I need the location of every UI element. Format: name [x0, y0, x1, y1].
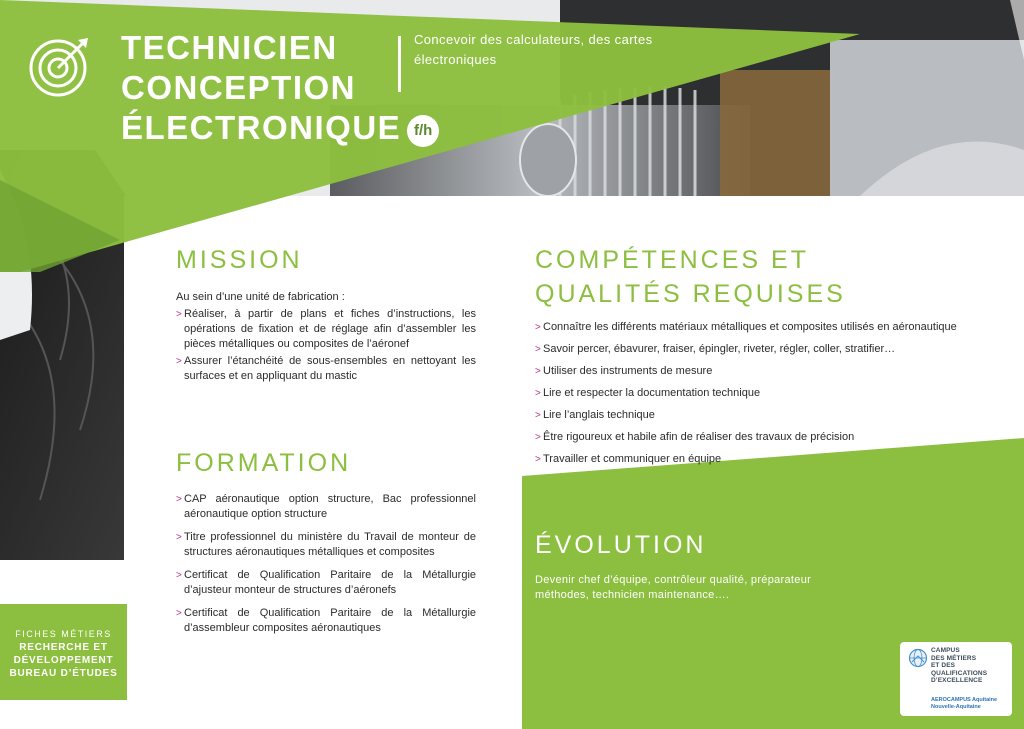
fiches-category-2: DÉVELOPPEMENT	[13, 655, 114, 666]
campus-sub-line: AEROCAMPUS Aquitaine	[931, 697, 998, 703]
list-item: > CAP aéronautique option structure, Bac professionnel aéronautique option structure	[176, 492, 476, 522]
list-item: > Certificat de Qualification Paritaire de la Métallurgie d’assembleur composites aéronautiques	[176, 606, 476, 636]
fiches-category-1: RECHERCHE ET	[19, 642, 108, 653]
mission-intro: Au sein d’une unité de fabrication :	[176, 291, 345, 303]
campus-logo	[900, 642, 1012, 716]
globe-icon	[908, 648, 928, 668]
evolution-text: Devenir chef d’équipe, contrôleur qualité, préparateur méthodes, technicien maintenance….	[535, 574, 812, 601]
list-item: > Titre professionnel du ministère du Travail de monteur de structures aéronautiques métalliques et composites	[176, 530, 476, 560]
list-item: > Connaître les différents matériaux métalliques et composites utilisés en aéronautique	[535, 320, 975, 335]
formation-list	[176, 492, 476, 644]
mission-list	[176, 307, 476, 386]
title-line-2: CONCEPTION	[121, 69, 357, 106]
competences-heading-line-1: COMPÉTENCES ET	[535, 246, 809, 274]
target-logo-icon	[28, 36, 90, 98]
page-subtitle: Concevoir des calculateurs, des cartes électroniques	[414, 32, 653, 67]
title-divider	[398, 36, 401, 92]
gender-badge: f/h	[407, 115, 439, 147]
list-item: > Assurer l’étanchéité de sous-ensembles en nettoyant les surfaces et en appliquant du mastic	[176, 354, 476, 384]
competences-heading-line-2: QUALITÉS REQUISES	[535, 280, 846, 308]
campus-line: QUALIFICATIONS	[931, 669, 988, 677]
title-line-1: TECHNICIEN	[121, 29, 338, 66]
list-item: > Lire l’anglais technique	[535, 408, 975, 423]
fiches-label: FICHES MÉTIERS	[15, 629, 112, 639]
evolution-heading: ÉVOLUTION	[535, 531, 707, 559]
list-item: > Certificat de Qualification Paritaire de la Métallurgie d’ajusteur monteur de structures d’aéronefs	[176, 568, 476, 598]
fiches-category-3: BUREAU D’ÉTUDES	[9, 668, 118, 679]
campus-name	[931, 647, 1011, 685]
campus-line: CAMPUS	[931, 647, 960, 654]
title-line-3	[121, 108, 439, 148]
title-line-3-text: ÉLECTRONIQUE	[121, 109, 402, 146]
fiches-metiers-box	[0, 604, 127, 700]
campus-line: DES MÉTIERS	[931, 654, 977, 662]
campus-region	[931, 697, 1011, 710]
list-item: > Utiliser des instruments de mesure	[535, 364, 975, 379]
mission-heading: MISSION	[176, 246, 303, 274]
campus-line: D’EXCELLENCE	[931, 677, 983, 684]
campus-sub-line: Nouvelle-Aquitaine	[931, 703, 981, 710]
page-title	[121, 28, 439, 148]
list-item: > Travailler et communiquer en équipe	[535, 452, 975, 467]
list-item: > Lire et respecter la documentation technique	[535, 386, 975, 401]
competences-list	[535, 320, 975, 474]
list-item: > Être rigoureux et habile afin de réaliser des travaux de précision	[535, 430, 975, 445]
list-item: > Savoir percer, ébavurer, fraiser, épingler, riveter, régler, coller, stratifier…	[535, 342, 975, 357]
formation-heading: FORMATION	[176, 449, 352, 477]
campus-line: ET DES	[931, 662, 956, 669]
list-item: > Réaliser, à partir de plans et fiches d’instructions, les opérations de fixation et de réglage afin d’assembler les pièces métalliques ou composites de l’aéronef	[176, 307, 476, 352]
